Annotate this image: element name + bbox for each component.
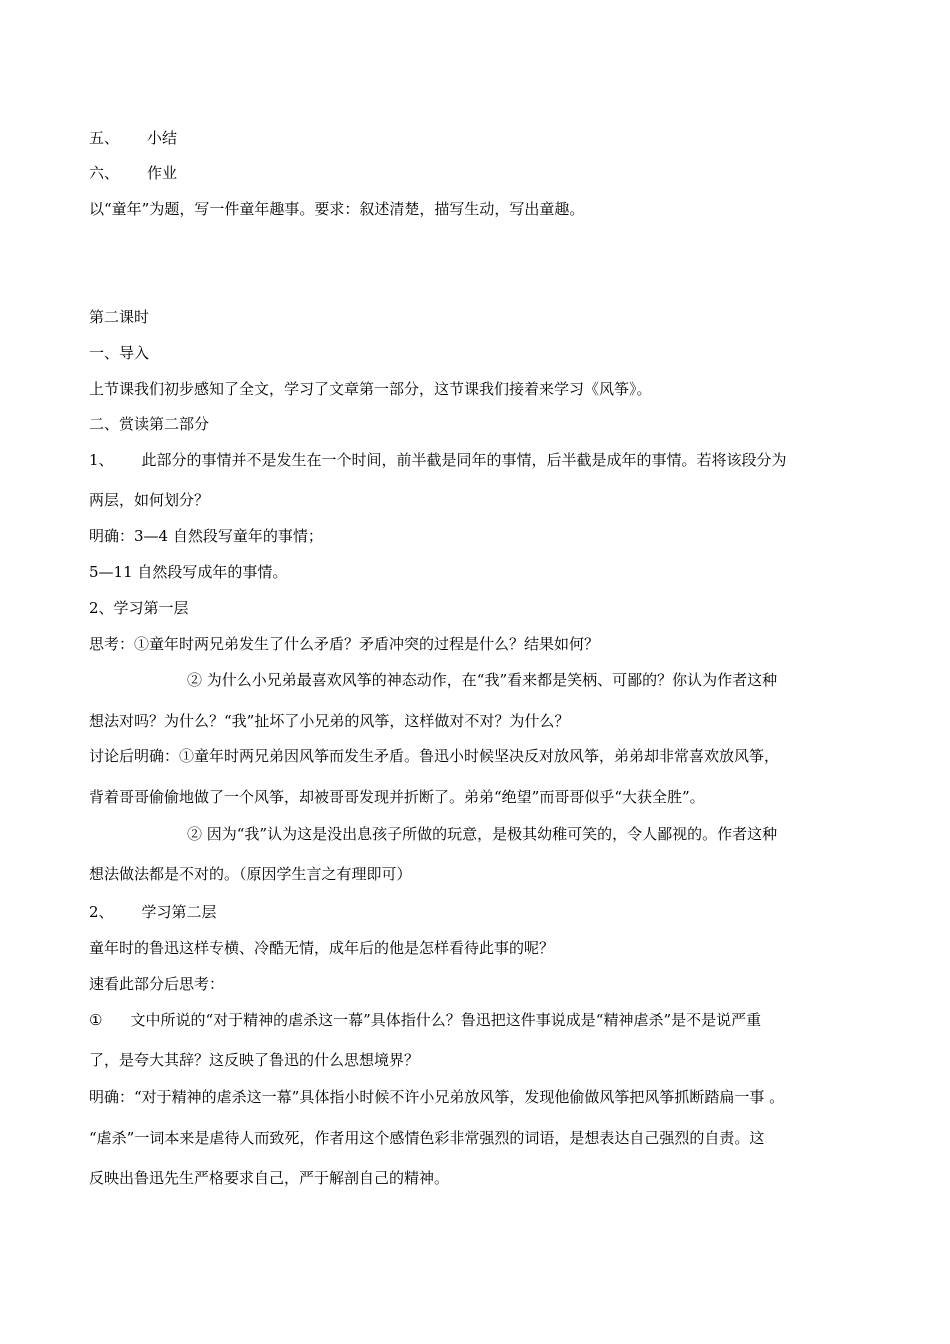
paragraph: 童年时的鲁迅这样专横、冷酷无情，成年后的他是怎样看待此事的呢？ [89,939,555,957]
section-heading: 二、赏读第二部分 [89,415,210,433]
paragraph: 上节课我们初步感知了全文，学习了文章第一部分，这节课我们接着来学习《风筝》。 [89,380,652,398]
paragraph: “虐杀”一词本来是虐待人而致死，作者用这个感情色彩非常强烈的词语，是想表达自己强烈的自责。这 [89,1129,765,1147]
numbered-item [89,902,217,922]
paragraph: ② 因为“我”认为这是没出息孩子所做的玩意，是极其幼稚可笑的，令人鄙视的。作者这种 [187,825,778,843]
line-text: 学习第二层 [141,903,217,921]
section-heading: 2、学习第一层 [89,599,189,617]
paragraph: 明确：3—4 自然段写童年的事情； [89,527,323,545]
paragraph: 明确：“对于精神的虐杀这一幕”具体指小时候不许小兄弟放风筝，发现他偷做风筝把风筝抓断踏扁一事 。 [89,1088,785,1106]
paragraph: 讨论后明确：①童年时两兄弟因风筝而发生矛盾。鲁迅小时候坚决反对放风筝，弟弟却非常喜欢放风筝， [89,747,780,765]
line-text: 作业 [147,164,178,182]
line-text: 小结 [147,129,178,147]
lesson-title: 第二课时 [89,308,150,326]
list-number: 1、 [89,451,114,469]
numbered-item [89,1010,761,1030]
paragraph: 思考：①童年时两兄弟发生了什么矛盾？矛盾冲突的过程是什么？结果如何？ [89,635,600,653]
paragraph: 速看此部分后思考： [89,975,225,993]
line-text: 文中所说的“对于精神的虐杀这一幕”具体指什么？鲁迅把这件事说成是“精神虐杀”是不是说严重 [130,1011,762,1029]
paragraph: 了，是夸大其辞？这反映了鲁迅的什么思想境界？ [89,1051,420,1069]
paragraph: 以“童年”为题，写一件童年趣事。要求：叙述清楚，描写生动，写出童趣。 [89,200,585,218]
paragraph: 5—11 自然段写成年的事情。 [89,563,288,581]
list-number: 五、 [89,129,120,147]
paragraph: 反映出鲁迅先生严格要求自己，严于解剖自己的精神。 [89,1169,450,1187]
paragraph: 背着哥哥偷偷地做了一个风筝，却被哥哥发现并折断了。弟弟“绝望”而哥哥似乎“大获全胜”。 [89,788,705,806]
section-heading: 一、导入 [89,344,150,362]
paragraph: 两层，如何划分？ [89,491,210,509]
paragraph: ② 为什么小兄弟最喜欢风筝的神态动作，在“我”看来都是笑柄、可鄙的？你认为作者这种 [187,671,778,689]
numbered-item [89,450,787,470]
list-number: ① [89,1011,103,1029]
line-text: 此部分的事情并不是发生在一个时间，前半截是同年的事情，后半截是成年的事情。若将该段分为 [141,451,787,469]
paragraph: 想法做法都是不对的。（原因学生言之有理即可） [89,865,412,883]
paragraph: 想法对吗？为什么？“我”扯坏了小兄弟的风筝，这样做对不对？为什么？ [89,712,570,730]
section-heading-homework [89,163,177,183]
list-number: 2、 [89,903,114,921]
list-number: 六、 [89,164,120,182]
section-heading-summary [89,128,177,148]
